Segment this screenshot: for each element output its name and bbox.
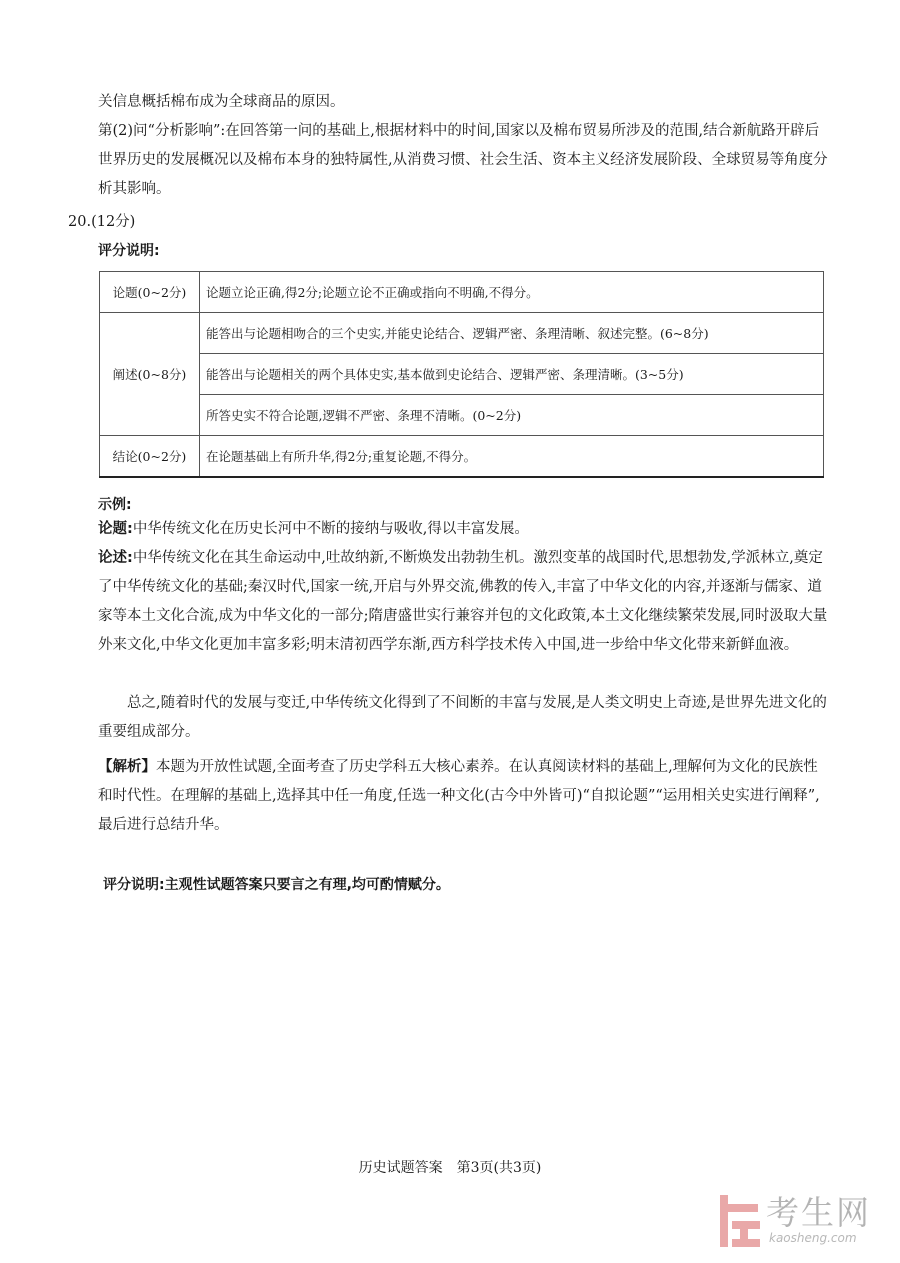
- rubric-criterion: 所答史实不符合论题,逻辑不严密、条理不清晰。(0~2分): [200, 395, 824, 436]
- rubric-row-argument: [100, 395, 824, 436]
- rubric-category: 结论(0~2分): [100, 436, 200, 478]
- rubric-criterion: 能答出与论题相吻合的三个史实,并能史论结合、逻辑严密、条理清晰、叙述完整。(6~8分): [200, 313, 824, 354]
- intro-line-2: 第(2)问“分析影响”:在回答第一问的基础上,根据材料中的时间,国家以及棉布贸易所涉及的范围,结合新航路开辟后世界历史的发展概况以及棉布本身的独特属性,从消费习惯、社会生活、资本主义经济发展阶段、全球贸易等角度分析其影响。: [98, 123, 828, 197]
- intro-line-1: 关信息概括棉布成为全球商品的原因。: [98, 94, 345, 110]
- rubric-row-thesis: [100, 272, 824, 313]
- rubric-table: [99, 271, 824, 478]
- grading-note: 评分说明:主观性试题答案只要言之有理,均可酌情赋分。: [103, 877, 450, 893]
- example-thesis: [98, 515, 828, 544]
- example-heading: 示例:: [98, 497, 132, 513]
- analysis-label: 【解析】: [98, 759, 156, 775]
- rubric-criterion: 论题立论正确,得2分;论题立论不正确或指向不明确,不得分。: [200, 272, 824, 313]
- rubric-row-argument: [100, 313, 824, 354]
- watermark: [714, 1193, 890, 1249]
- kaosheng-logo-icon: [718, 1195, 762, 1247]
- thesis-text: 中华传统文化在历史长河中不断的接纳与吸收,得以丰富发展。: [132, 521, 529, 537]
- analysis-text: 本题为开放性试题,全面考查了历史学科五大核心素养。在认真阅读材料的基础上,理解何为文化的民族性和时代性。在理解的基础上,选择其中任一角度,任选一种文化(古今中外皆可)“自拟论题”“运用相关史实进行阐释”,最后进行总结升华。: [98, 759, 820, 833]
- watermark-url: kaosheng.com: [769, 1231, 857, 1245]
- watermark-text: 考生网: [766, 1193, 871, 1232]
- rubric-row-argument: [100, 354, 824, 395]
- example-conclusion: 总之,随着时代的发展与变迁,中华传统文化得到了不间断的丰富与发展,是人类文明史上奇迹,是世界先进文化的重要组成部分。: [98, 695, 827, 740]
- question-number: [68, 208, 135, 237]
- argument-text: 中华传统文化在其生命运动中,吐故纳新,不断焕发出勃勃生机。激烈变革的战国时代,思想勃发,学派林立,奠定了中华传统文化的基础;秦汉时代,国家一统,开启与外界交流,佛教的传入,丰富了中华文化的内容,并逐渐与儒家、道家等本土文化合流,成为中华文化的一部分;隋唐盛世实行兼容并包的文化政策,本土文化继续繁荣发展,同时汲取大量外来文化,中华文化更加丰富多彩;明末清初西学东渐,西方科学技术传入中国,进一步给中华文化带来新鲜血液。: [98, 550, 828, 653]
- rubric-criterion: 能答出与论题相关的两个具体史实,基本做到史论结合、逻辑严密、条理清晰。(3~5分): [200, 354, 824, 395]
- example-argument: [98, 544, 828, 660]
- rubric-heading: 评分说明:: [98, 243, 160, 259]
- question-score: (12分): [91, 214, 136, 230]
- rubric-category: 论题(0~2分): [100, 272, 200, 313]
- rubric-row-conclusion: [100, 436, 824, 478]
- analysis: [98, 753, 828, 840]
- argument-label: 论述:: [98, 550, 133, 566]
- rubric-criterion: 在论题基础上有所升华,得2分;重复论题,不得分。: [200, 436, 824, 478]
- thesis-label: 论题:: [98, 521, 133, 537]
- page-footer: 历史试题答案 第3页(共3页): [358, 1160, 542, 1176]
- rubric-category: 阐述(0~8分): [100, 313, 200, 436]
- question-index: 20.: [68, 214, 92, 230]
